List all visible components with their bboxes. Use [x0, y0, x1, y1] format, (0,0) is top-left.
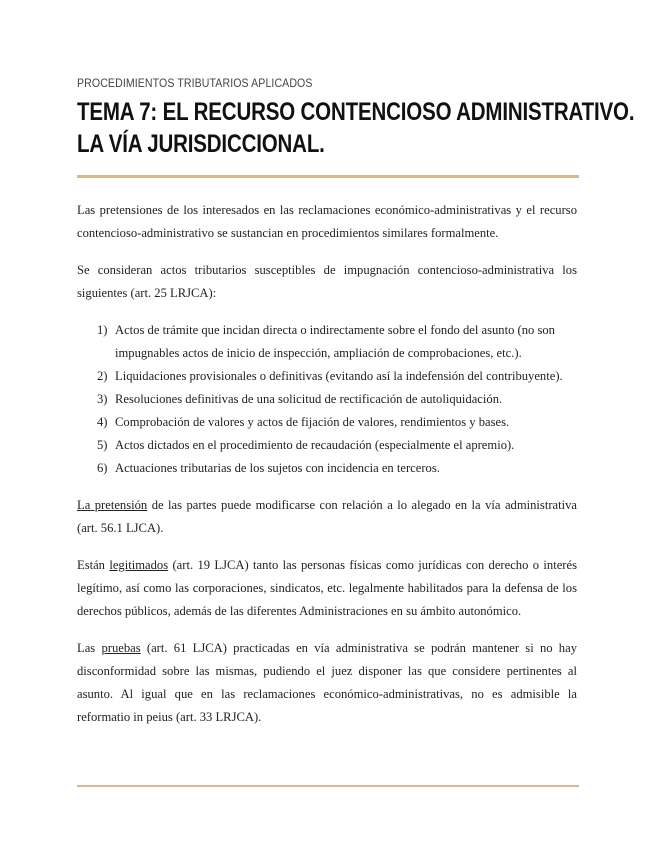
subject-header: PROCEDIMIENTOS TRIBUTARIOS APLICADOS	[77, 78, 313, 90]
term-legitimados: legitimados	[109, 558, 169, 572]
paragraph-intro: Las pretensiones de los interesados en las reclamaciones económico-administrativas y el recurso contencioso-administrativo se sustancian en procedimientos similares formalmente.	[77, 203, 577, 240]
list-text: Comprobación de valores y actos de fijación de valores, rendimientos y bases.	[115, 415, 510, 429]
list-item	[77, 457, 577, 480]
paragraph-acts: Se consideran actos tributarios susceptibles de impugnación contencioso-administrativa los siguientes (art. 25 LRJCA):	[77, 263, 577, 300]
list-text: Liquidaciones provisionales o definitivas (evitando así la indefensión del contribuyente).	[115, 369, 563, 383]
paragraph-legitimados	[77, 554, 577, 623]
list-text: Actuaciones tributarias de los sujetos con incidencia en terceros.	[115, 461, 440, 475]
list-number: 2)	[97, 369, 108, 383]
list-text: Actos de trámite que incidan directa o indirectamente sobre el fondo del asunto (no son impugnables actos de inicio de inspección, ampliación de comprobaciones, etc.).	[115, 323, 555, 360]
title-line-1: TEMA 7: EL RECURSO CONTENCIOSO ADMINISTRATIVO.	[77, 98, 635, 126]
paragraph-text: (art. 61 LJCA) practicadas en vía administrativa se podrán mantener si no hay disconformidad sobre las mismas, pudiendo el juez disponer las que considere pertinentes al asunto. Al igual que en las reclamaciones económico-administrativas, no es admisible la reformatio in peius (art. 33 LRJCA).	[77, 641, 577, 724]
list-item	[77, 319, 577, 365]
bottom-divider	[77, 785, 579, 787]
list-text: Actos dictados en el procedimiento de recaudación (especialmente el apremio).	[115, 438, 515, 452]
list-number: 4)	[97, 415, 108, 429]
paragraph-text: de las partes puede modificarse con relación a lo alegado en la vía administrativa (art. 56.1 LJCA).	[77, 498, 577, 535]
paragraph-pruebas	[77, 637, 577, 729]
list-item	[77, 388, 577, 411]
paragraph-pretension	[77, 494, 577, 540]
paragraph-text: Las	[77, 641, 102, 655]
paragraph-text: Están	[77, 558, 110, 572]
acts-list	[77, 319, 577, 480]
list-text: Resoluciones definitivas de una solicitud de rectificación de autoliquidación.	[115, 392, 503, 406]
term-pretension: La pretensión	[77, 498, 148, 512]
list-number: 5)	[97, 438, 108, 452]
paragraph-text: (art. 19 LJCA) tanto las personas físicas como jurídicas con derecho o interés legítimo, así como las corporaciones, sindicatos, etc. legalmente habilitados para la defensa de los derechos públicos, además de las diferentes Administraciones en su ámbito autonómico.	[77, 558, 577, 618]
term-pruebas: pruebas	[101, 641, 141, 655]
page-title	[77, 96, 635, 160]
top-divider	[77, 175, 579, 178]
list-item	[77, 411, 577, 434]
list-number: 3)	[97, 392, 108, 406]
list-number: 6)	[97, 461, 108, 475]
list-item	[77, 434, 577, 457]
title-line-2: LA VÍA JURISDICCIONAL.	[77, 130, 325, 158]
list-number: 1)	[97, 323, 108, 337]
document-body	[77, 199, 577, 743]
list-item	[77, 365, 577, 388]
